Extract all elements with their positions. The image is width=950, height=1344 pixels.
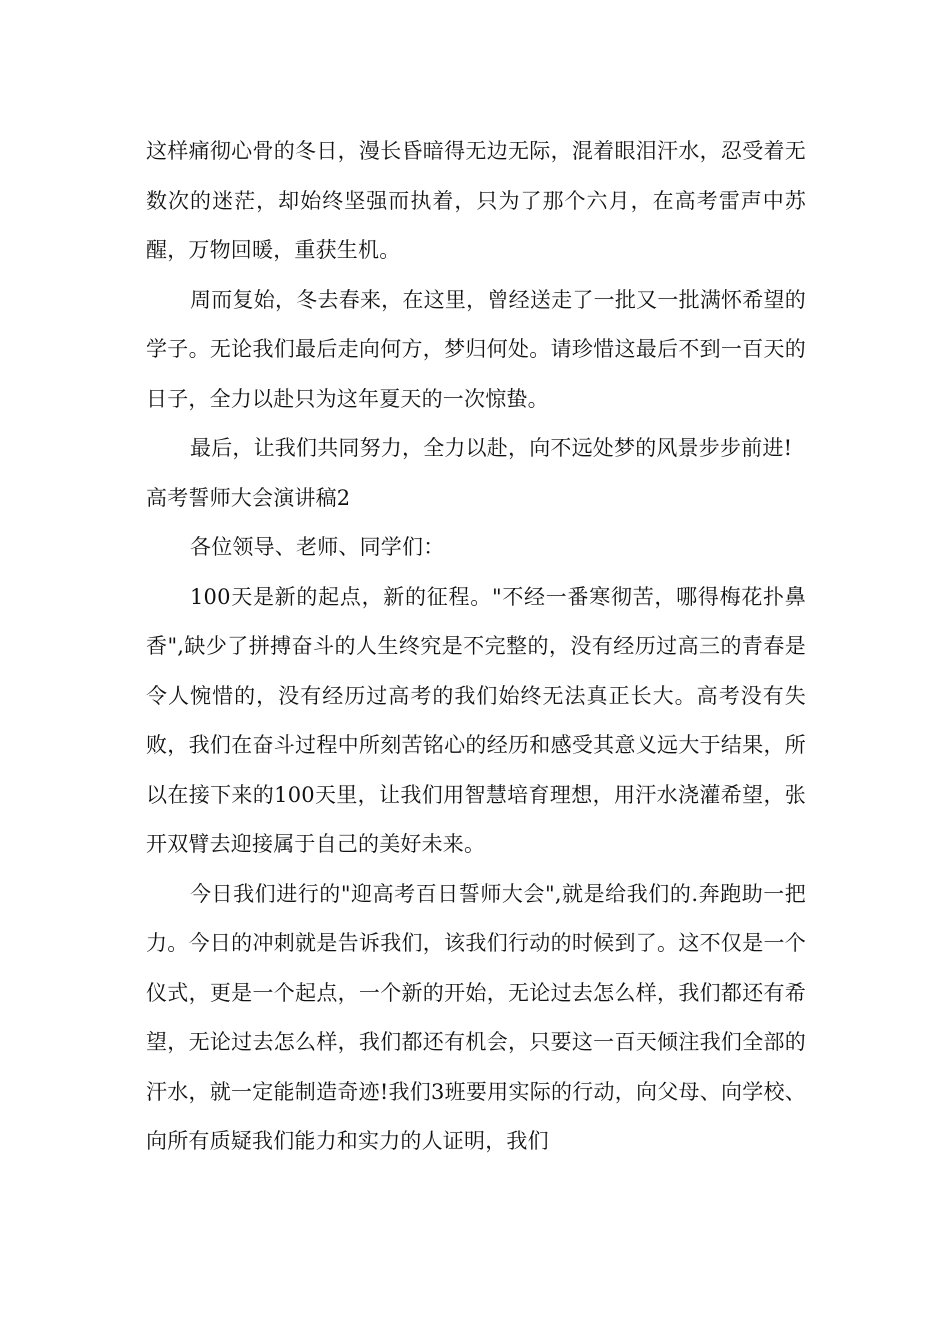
paragraph-closing-call: 最后，让我们共同努力，全力以赴，向不远处梦的风景步步前进! [190, 436, 793, 460]
paragraph-hundred-days: 100天是新的起点，新的征程。"不经一番寒彻苦，哪得梅花扑鼻香",缺少了拼搏奋斗的人生终究是不完整的，没有经历过高三的青春是令人惋惜的，没有经历过高考的我们始终无法真正长大。高考没有失败，我们在奋斗过程中所刻苦铭心的经历和感受其意义远大于结果，所以在接下来的100天里，让我们用智慧培育理想，用汗水浇灌希望，张开双臂去迎接属于自己的美好未来。 [146, 584, 806, 856]
paragraph-cycle-of-seasons: 周而复始，冬去春来，在这里，曾经送走了一批又一批满怀希望的学子。无论我们最后走向何方，梦归何处。请珍惜这最后不到一百天的日子，全力以赴只为这年夏天的一次惊蛰。 [146, 287, 806, 411]
paragraph-oath-rally: 今日我们进行的"迎高考百日誓师大会",就是给我们的.奔跑助一把力。今日的冲刺就是告诉我们，该我们行动的时候到了。这不仅是一个仪式，更是一个起点，一个新的开始，无论过去怎么样，我们都还有希望，无论过去怎么样，我们都还有机会，只要这一百天倾注我们全部的汗水，就一定能制造奇迹!我们3班要用实际的行动，向父母、向学校、向所有质疑我们能力和实力的人证明，我们 [146, 881, 806, 1153]
paragraph-continuation: 这样痛彻心骨的冬日，漫长昏暗得无边无际，混着眼泪汗水，忍受着无数次的迷茫，却始终坚强而执着，只为了那个六月，在高考雷声中苏醒，万物回暖，重获生机。 [146, 139, 806, 262]
section-heading: 高考誓师大会演讲稿2 [146, 485, 351, 510]
document-body [146, 127, 806, 1167]
paragraph-salutation: 各位领导、老师、同学们： [190, 535, 445, 559]
